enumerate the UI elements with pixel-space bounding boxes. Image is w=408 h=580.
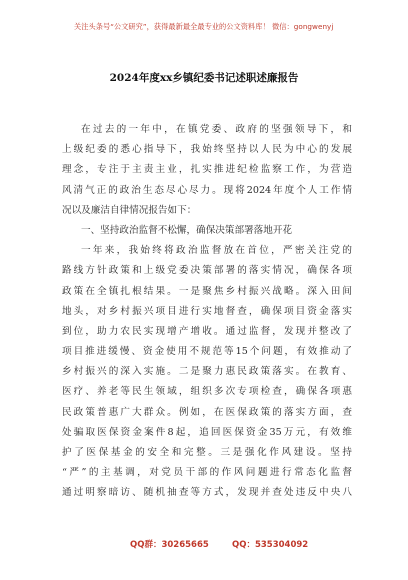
body-line: 护了医保基金的安全和完整。三是强化作风建设。坚持	[62, 447, 352, 458]
body-line: 路线方针政策和上级党委决策部署的落实情况，确保各项	[62, 265, 352, 277]
body-line: 医疗、养老等民生领域，组织多次专项检查，确保各项惠	[62, 386, 352, 398]
body-line: 一年来，我始终将政治监督放在首位，严密关注党的	[81, 245, 352, 257]
document-title: 2024年度xx乡镇纪委书记述职述廉报告	[109, 72, 299, 84]
body-line: 况以及廉洁自律情况报告如下：	[62, 204, 197, 216]
body-line: 项目推进缓慢、资金使用不规范等15个问题，有效推动了	[62, 346, 352, 358]
body-line: 乡村振兴的深入实施。二是聚力惠民政策落实。在教育、	[62, 366, 352, 378]
body-line: 民政策普惠广大群众。例如，在医保政策的落实方面，查	[62, 406, 352, 418]
body-line: 到位，助力农民实现增产增收。通过监督，发现并整改了	[62, 325, 352, 337]
header-notice: 关注头条号“公文研究”，获得最新最全最专业的公文资料库！ 微信：gongwenyj	[74, 22, 334, 31]
body-line: 一、坚持政治监督不松懈，确保决策部署落地开花	[81, 224, 293, 236]
footer-qq-group: QQ群：30265665	[130, 540, 209, 550]
document-body	[62, 120, 352, 504]
body-line: “严”的主基调，对党员干部的作风问题进行常态化监督	[62, 467, 352, 479]
body-line: 理念，专注于主责主业，扎实推进纪检监察工作，为营造	[62, 164, 352, 176]
body-line: 地头，对乡村振兴项目进行实地督查，确保项目资金落实	[62, 305, 352, 317]
body-line: 通过明察暗访、随机抽查等方式，发现并查处违反中央八	[62, 487, 352, 499]
body-line: 处骗取医保资金案件8起，追回医保资金35万元，有效维	[62, 426, 352, 438]
body-line: 在过去的一年中，在镇党委、政府的坚强领导下，和	[81, 124, 352, 135]
body-line: 政策在全镇扎根结果。一是聚焦乡村振兴战略。深入田间	[62, 285, 352, 297]
body-line: 上级纪委的悉心指导下，我始终坚持以人民为中心的发展	[62, 144, 352, 156]
body-line: 风清气正的政治生态尽心尽力。现将2024年度个人工作情	[62, 184, 352, 196]
footer-qq: QQ：535304092	[232, 540, 309, 550]
